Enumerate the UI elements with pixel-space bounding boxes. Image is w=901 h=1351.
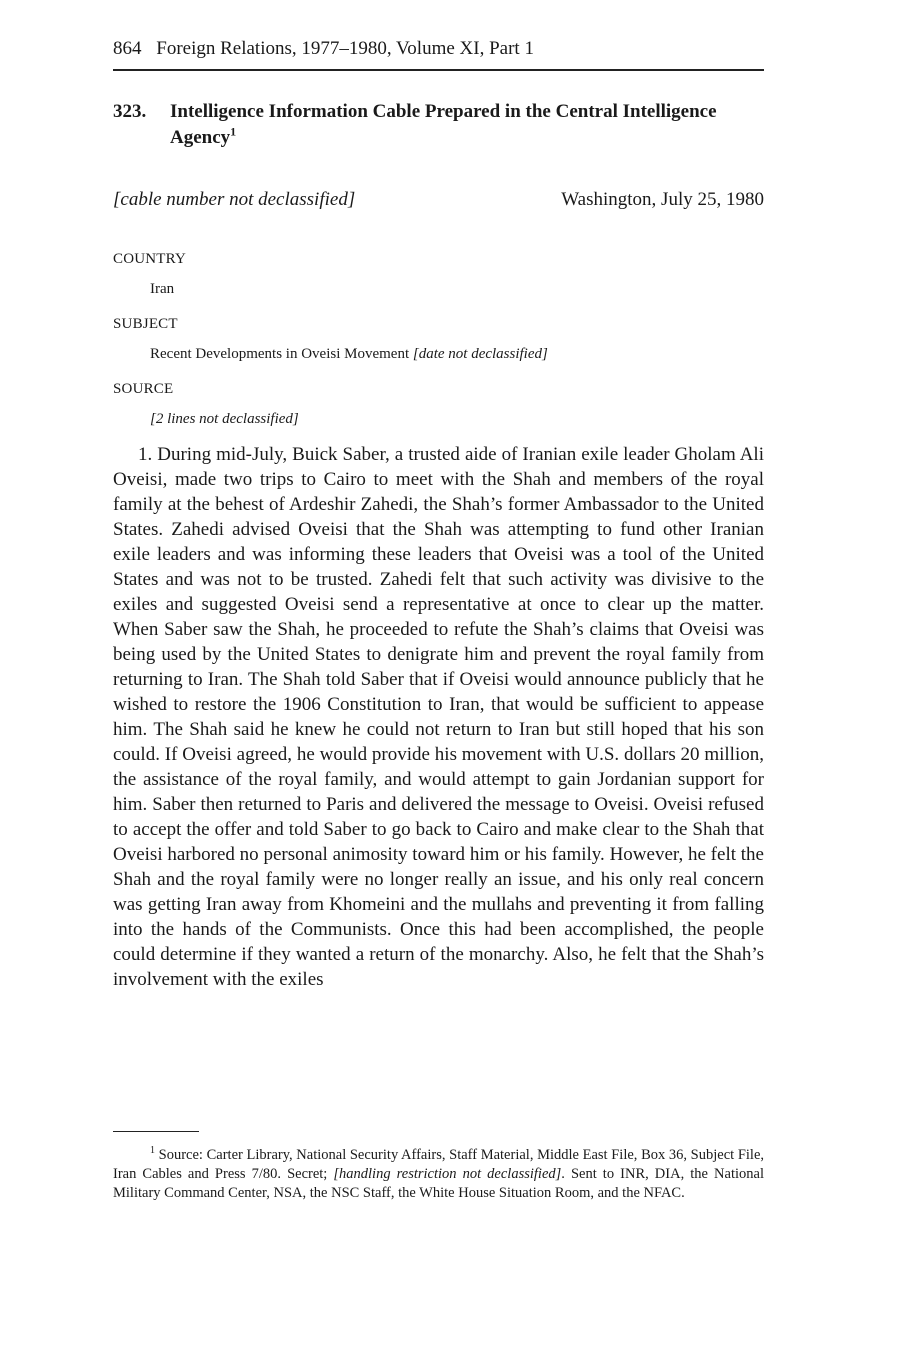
place-date: Washington, July 25, 1980: [561, 189, 764, 210]
cable-number: [cable number not declassified]: [113, 189, 356, 210]
subject-value-wrap: [150, 344, 548, 364]
footnote-text-after: . Sent to INR, DIA, the National Military Command Center, NSA, the NSC Staff, the White House Situation Room, and the NFAC.: [113, 1166, 764, 1201]
dateline: [113, 187, 764, 213]
footnote-rule: [113, 1131, 199, 1132]
subject-label: SUBJECT: [113, 316, 178, 332]
footnote: [113, 1146, 764, 1203]
document-title: Intelligence Information Cable Prepared in the Central Intelligence Agency: [170, 101, 717, 148]
source-value-wrap: [150, 409, 299, 429]
header-rule: [113, 69, 764, 71]
footnote-marker: 1: [150, 1145, 155, 1157]
page-number: 864: [113, 38, 142, 59]
country-value: Iran: [150, 281, 175, 297]
subject-note: [date not declassified]: [412, 346, 548, 362]
source-value: [2 lines not declassified]: [150, 411, 299, 427]
body-paragraph-1: 1. During mid-July, Buick Saber, a trusted aide of Iranian exile leader Gholam Ali Oveisi, made two trips to Cairo to meet with the Shah and members of the royal family at the behest of Ardeshir Zahedi, the Shah’s former Ambassador to the United States. Zahedi advised Oveisi that the Shah was attempting to fund other Iranian exile leaders and was informing these leaders that Oveisi was a tool of the United States and was not to be trusted. Zahedi felt that such activity was divisive to the exiles and suggested Oveisi send a representative at once to clear up the matter. When Saber saw the Shah, he proceeded to refute the Shah’s claims that Oveisi was being used by the United States to denigrate him and prevent the royal family from returning to Iran. The Shah told Saber that if Oveisi would announce publicly that he wished to restore the 1906 Constitution to Iran, that would be sufficient to appease him. The Shah said he knew he could not return to Iran but still hoped that his son could. If Oveisi agreed, he would provide his movement with U.S. dollars 20 million, the assistance of the royal family, and would attempt to gain Jordanian support for him. Saber then returned to Paris and delivered the message to Oveisi. Oveisi refused to accept the offer and told Saber to go back to Cairo and make clear to the Shah that Oveisi harbored no personal animosity toward him or his family. However, he felt the Shah and the royal family were no longer really an issue, and his only real concern was getting Iran away from Khomeini and the mullahs and preventing it from falling into the hands of the Communists. Once this had been accomplished, the people could determine if they wanted a return of the monarchy. Also, he felt that the Shah’s involvement with the exiles: [113, 444, 764, 990]
subject-value: Recent Developments in Oveisi Movement: [150, 346, 410, 362]
footnote-text-before: Source: Carter Library, National Security Affairs, Staff Material, Middle East File, Box 36, Subject File, Iran Cables and Press 7/80. Secret;: [113, 1147, 764, 1182]
country-label: COUNTRY: [113, 251, 187, 267]
document-heading: [113, 99, 764, 151]
series-title: Foreign Relations, 1977–1980, Volume XI, Part 1: [156, 38, 534, 59]
source-label: SOURCE: [113, 381, 174, 397]
footnote-restriction: [handling restriction not declassified]: [333, 1166, 562, 1182]
document-title-wrap: [170, 99, 730, 151]
running-head: [113, 36, 764, 62]
document-number: 323.: [113, 101, 147, 122]
title-footnote-marker[interactable]: 1: [230, 124, 237, 139]
